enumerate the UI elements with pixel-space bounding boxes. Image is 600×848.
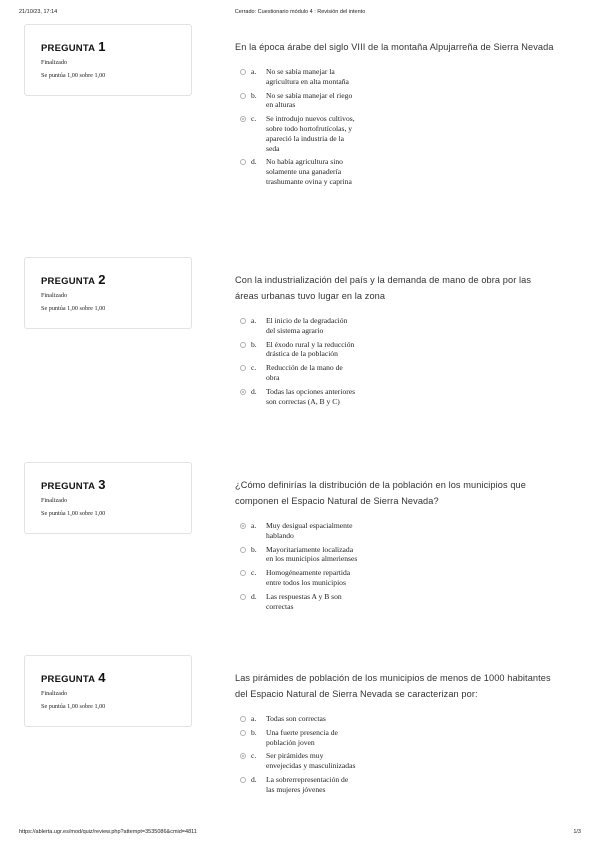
question-text: Con la industrialización del país y la demanda de mano de obra por las áreas urbanas tuvo lugar en la zona — [235, 275, 532, 301]
answer-option[interactable] — [235, 592, 555, 612]
question-number: 4 — [98, 670, 106, 685]
question-title: PREGUNTA 2 — [41, 272, 106, 287]
question-state: Finalizado — [41, 59, 68, 66]
question-title: PREGUNTA 4 — [41, 670, 106, 685]
question-text: ¿Cómo definirías la distribución de la población en los municipios que componen el Espacio Natural de Sierra Nevada? — [235, 480, 526, 506]
radio-button[interactable] — [240, 753, 246, 759]
radio-button[interactable] — [240, 777, 246, 783]
answer-list — [235, 67, 555, 187]
answer-option[interactable] — [235, 316, 555, 336]
answer-text: Homogéneamente repartida entre todos los municipios — [266, 568, 351, 587]
radio-button[interactable] — [240, 594, 246, 600]
answer-letter: a. — [251, 521, 257, 530]
question-info-box — [24, 462, 192, 534]
question-info-box — [24, 655, 192, 727]
answer-text: Todas las opciones anteriores son correctas (A, B y C) — [266, 386, 356, 406]
answer-text: Las respuestas A y B son correctas — [266, 591, 342, 611]
answer-option[interactable] — [235, 157, 555, 186]
answer-text: Reducción de la mano de obra — [266, 363, 343, 382]
question-title: PREGUNTA 1 — [41, 39, 106, 54]
radio-button[interactable] — [240, 318, 246, 324]
question-number: 2 — [98, 272, 106, 287]
answer-letter: d. — [251, 774, 257, 784]
question-grade: Se puntúa 1,00 sobre 1,00 — [41, 72, 106, 79]
question-state: Finalizado — [41, 690, 68, 697]
question-info-box — [24, 24, 192, 96]
answer-letter: d. — [251, 157, 257, 167]
answer-text: Muy desigual espacialmente hablando — [266, 521, 353, 540]
answer-list — [235, 316, 555, 406]
print-title: Cerrado: Cuestionario módulo 4 : Revisión del intento — [234, 9, 366, 15]
answer-letter: d. — [251, 591, 257, 601]
answer-text: La sobrerrepresentación de las mujeres jóvenes — [266, 774, 349, 794]
answer-option[interactable] — [235, 363, 555, 383]
answer-text: Ser pirámides muy envejecidas y masculinizadas — [266, 751, 356, 771]
radio-button[interactable] — [240, 716, 246, 722]
answer-text: Una fuerte presencia de población joven — [266, 727, 338, 747]
radio-button[interactable] — [240, 570, 246, 576]
answer-list — [235, 521, 555, 611]
radio-button[interactable] — [240, 69, 246, 75]
radio-button[interactable] — [240, 547, 246, 553]
print-footer — [0, 829, 600, 839]
answer-text: Todas son correctas — [266, 714, 326, 723]
answer-letter: a. — [251, 714, 257, 723]
answer-option[interactable] — [235, 775, 555, 795]
radio-button[interactable] — [240, 93, 246, 99]
answer-option[interactable] — [235, 714, 555, 724]
print-date: 21/10/23, 17:14 — [19, 9, 58, 15]
answer-letter: a. — [251, 67, 257, 76]
answer-option[interactable] — [235, 91, 555, 111]
answer-letter: c. — [251, 363, 257, 373]
question-state: Finalizado — [41, 497, 68, 504]
radio-button[interactable] — [240, 365, 246, 371]
question-content — [235, 272, 555, 410]
answer-text: No se sabía manejar la agricultura en alta montaña — [266, 67, 349, 86]
print-url: https://ablerta.ugr.es/mod/quiz/review.php?attempt=3535086&cmid=4811 — [19, 829, 197, 835]
answer-option[interactable] — [235, 114, 555, 153]
answer-list — [235, 714, 555, 795]
answer-letter: c. — [251, 751, 257, 761]
page-number: 1/3 — [573, 829, 581, 835]
answer-letter: b. — [251, 339, 257, 349]
question-state: Finalizado — [41, 292, 68, 299]
print-header — [0, 9, 600, 19]
answer-letter: c. — [251, 114, 257, 124]
question-text: Las pirámides de población de los municipios de menos de 1000 habitantes del Espacio Natural de Sierra Nevada se caracterizan por: — [235, 673, 551, 699]
question-title: PREGUNTA 3 — [41, 477, 106, 492]
answer-option[interactable] — [235, 67, 555, 87]
question-info-box — [24, 257, 192, 329]
answer-letter: a. — [251, 316, 257, 325]
answer-letter: d. — [251, 386, 257, 396]
answer-text: El éxodo rural y la reducción drástica de la población — [266, 339, 355, 359]
question-grade: Se puntúa 1,00 sobre 1,00 — [41, 510, 106, 517]
answer-text: El inicio de la degradación del sistema agrario — [266, 316, 348, 335]
question-grade: Se puntúa 1,00 sobre 1,00 — [41, 703, 106, 710]
radio-button[interactable] — [240, 342, 246, 348]
answer-letter: c. — [251, 568, 257, 578]
radio-button[interactable] — [240, 730, 246, 736]
answer-letter: b. — [251, 90, 257, 100]
answer-option[interactable] — [235, 751, 555, 771]
answer-option[interactable] — [235, 521, 555, 541]
answer-letter: b. — [251, 544, 257, 554]
radio-button[interactable] — [240, 116, 246, 122]
radio-button[interactable] — [240, 159, 246, 165]
answer-option[interactable] — [235, 387, 555, 407]
answer-option[interactable] — [235, 728, 555, 748]
answer-option[interactable] — [235, 340, 555, 360]
question-content — [235, 39, 555, 191]
question-text: En la época árabe del siglo VIII de la montaña Alpujarreña de Sierra Nevada — [235, 42, 554, 52]
answer-text: No había agricultura sino solamente una ganadería trashumante ovina y caprina — [266, 157, 352, 186]
answer-letter: b. — [251, 727, 257, 737]
question-grade: Se puntúa 1,00 sobre 1,00 — [41, 305, 106, 312]
question-content — [235, 477, 555, 615]
question-number: 1 — [98, 39, 106, 54]
question-content — [235, 670, 555, 799]
radio-button[interactable] — [240, 389, 246, 395]
answer-text: Mayoritariamente localizada en los municipios almerienses — [266, 544, 358, 564]
radio-button[interactable] — [240, 523, 246, 529]
answer-text: Se introdujo nuevos cultivos, sobre todo hortofrutícolas, y apareció la industria de la seda — [266, 114, 355, 153]
answer-option[interactable] — [235, 545, 555, 565]
question-number: 3 — [98, 477, 106, 492]
answer-text: No se sabía manejar el riego en alturas — [266, 90, 353, 110]
answer-option[interactable] — [235, 568, 555, 588]
